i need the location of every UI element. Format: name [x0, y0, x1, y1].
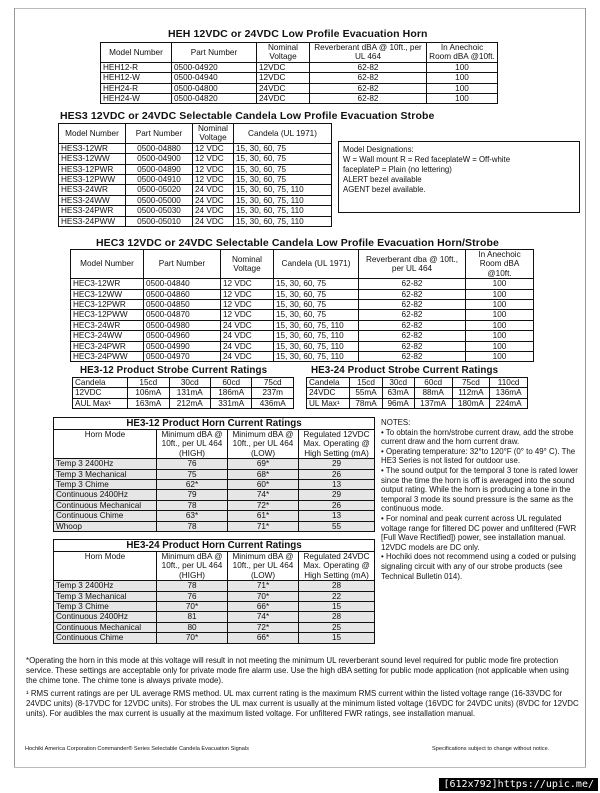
heh-header-model: Model Number	[101, 43, 172, 63]
cell: 62-82	[359, 300, 466, 310]
hec3-title: HEC3 12VDC or 24VDC Selectable Candela Low Profile Evacuation Horn/Strobe	[96, 237, 499, 249]
cell: 12 VDC	[193, 164, 234, 174]
cell: 60*	[228, 480, 299, 490]
cell: 15, 30, 60, 75, 110	[234, 206, 332, 216]
cell: 15, 30, 60, 75, 110	[234, 185, 332, 195]
cell: 15cd	[350, 378, 382, 388]
table-row	[54, 612, 375, 622]
cell: 15, 30, 60, 75	[274, 310, 359, 320]
footer-left: Hochiki America Corporation Commander® Series Selectable Candela Evacuation Signals	[25, 746, 249, 752]
cell: Candela	[73, 378, 128, 388]
table-row	[71, 341, 534, 351]
cell: 0500-04840	[144, 279, 221, 289]
cell: 0500-05010	[126, 216, 193, 226]
hes3-header-voltage: Nominal Voltage	[193, 124, 234, 144]
cell: 55	[299, 521, 375, 531]
cell: 13	[299, 511, 375, 521]
cell: HES3-24PWW	[59, 216, 126, 226]
cell: 106mA	[128, 388, 169, 398]
cell: HEC3-24PWR	[71, 341, 144, 351]
hec3-header-candela: Candela (UL 1971)	[274, 250, 359, 279]
table-row	[59, 154, 332, 164]
cell: 15, 30, 60, 75, 110	[274, 331, 359, 341]
cell: 0500-04880	[126, 143, 193, 153]
heh-header-voltage: Nominal Voltage	[257, 43, 310, 63]
cell: 62-82	[359, 331, 466, 341]
cell: 0500-04920	[172, 62, 257, 72]
cell: 15, 30, 60, 75	[234, 164, 332, 174]
page-border-right	[585, 8, 586, 768]
table-row	[54, 459, 375, 469]
cell: 22	[299, 591, 375, 601]
cell: 12 VDC	[221, 279, 274, 289]
cell: 66*	[228, 602, 299, 612]
table-row	[71, 352, 534, 362]
he3-24-horn-title: HE3-24 Product Horn Current Ratings	[54, 540, 375, 552]
heh-header-part: Part Number	[172, 43, 257, 63]
cell: HEH12-W	[101, 73, 172, 83]
cell: Whoop	[54, 521, 157, 531]
cell: Horn Mode	[54, 430, 157, 459]
table-row	[73, 398, 294, 408]
cell: 12VDC	[257, 73, 310, 83]
cell: 0500-04910	[126, 175, 193, 185]
table-row	[54, 602, 375, 612]
cell: 75	[157, 469, 228, 479]
cell: 78mA	[350, 398, 382, 408]
cell: 100	[466, 320, 534, 330]
table-row	[73, 388, 294, 398]
cell: 0500-04970	[144, 352, 221, 362]
cell: 76	[157, 591, 228, 601]
cell: 15, 30, 60, 75	[274, 300, 359, 310]
cell: 62-82	[359, 352, 466, 362]
cell: 70*	[157, 633, 228, 643]
cell: 100	[466, 279, 534, 289]
cell: Continuous Chime	[54, 633, 157, 643]
cell: 0500-04890	[126, 164, 193, 174]
cell: UL Max¹	[307, 398, 350, 408]
cell: 0500-04960	[144, 331, 221, 341]
cell: 131mA	[169, 388, 210, 398]
cell: 331mA	[211, 398, 252, 408]
table-row	[54, 633, 375, 643]
table-row	[59, 175, 332, 185]
table-row	[71, 300, 534, 310]
footnotes-block	[26, 656, 582, 719]
cell: 96mA	[382, 398, 414, 408]
cell: 61*	[228, 511, 299, 521]
designations-line-3: ALERT bezel available	[343, 175, 422, 184]
designations-heading: Model Designations:	[343, 145, 414, 154]
cell: 0500-05000	[126, 195, 193, 205]
cell: 78	[157, 500, 228, 510]
cell: HES3-12PWW	[59, 175, 126, 185]
cell: 26	[299, 469, 375, 479]
cell: 15, 30, 60, 75	[274, 279, 359, 289]
hes3-header-part: Part Number	[126, 124, 193, 144]
table-row	[54, 622, 375, 632]
cell: 163mA	[128, 398, 169, 408]
table-row	[54, 521, 375, 531]
cell: HEH24-W	[101, 94, 172, 104]
cell: HEC3-12WR	[71, 279, 144, 289]
cell: HEH24-R	[101, 83, 172, 93]
he3-12-horn-table	[53, 417, 375, 532]
heh-header-reverberant: Reverberant dBA @ 10ft., per UL 464	[310, 43, 427, 63]
table-row	[101, 62, 498, 72]
hes3-header-model: Model Number	[59, 124, 126, 144]
cell: 15, 30, 60, 75	[274, 289, 359, 299]
cell: 12 VDC	[221, 300, 274, 310]
cell: 110cd	[490, 378, 528, 388]
hec3-header-anechoic: In Anechoic Room dBA @10ft.	[466, 250, 534, 279]
cell: 71*	[228, 581, 299, 591]
hec3-table	[70, 249, 534, 362]
cell: 15, 30, 60, 75, 110	[274, 320, 359, 330]
cell: 60cd	[414, 378, 452, 388]
cell: 136mA	[490, 388, 528, 398]
cell: 63*	[157, 511, 228, 521]
note-2: • Operating temperature: 32°to 120°F (0° to 49° C). The HE3 Series is not listed for outdoor use.	[381, 446, 576, 466]
cell: Regulated 12VDC Max. Operating @ High Setting (mA)	[299, 430, 375, 459]
cell: Continuous Mechanical	[54, 500, 157, 510]
table-row	[307, 398, 528, 408]
cell: 15, 30, 60, 75, 110	[274, 341, 359, 351]
he3-12-strobe-title: HE3-12 Product Strobe Current Ratings	[80, 365, 268, 376]
cell: HEC3-12WW	[71, 289, 144, 299]
he3-12-strobe-table	[72, 377, 294, 409]
cell: 29	[299, 490, 375, 500]
cell: 62-82	[359, 320, 466, 330]
cell: 26	[299, 500, 375, 510]
cell: 60cd	[211, 378, 252, 388]
designations-line-2: faceplateP = Plain (no lettering)	[343, 165, 452, 174]
hec3-header-model: Model Number	[71, 250, 144, 279]
cell: 15, 30, 60, 75, 110	[274, 352, 359, 362]
cell: 100	[427, 83, 498, 93]
cell: 12 VDC	[221, 289, 274, 299]
cell: 24VDC	[307, 388, 350, 398]
page-border-top	[14, 8, 586, 9]
cell: 70*	[157, 602, 228, 612]
cell: 62-82	[310, 73, 427, 83]
cell: 24 VDC	[193, 195, 234, 205]
cell: 62*	[157, 480, 228, 490]
cell: HEC3-24WR	[71, 320, 144, 330]
cell: 15	[299, 633, 375, 643]
table-row	[54, 490, 375, 500]
page-border-bottom	[14, 767, 586, 768]
cell: 62-82	[310, 62, 427, 72]
hes3-header-candela: Candela (UL 1971)	[234, 124, 332, 144]
footer-right: Specifications subject to change without notice.	[432, 746, 550, 752]
cell: 436mA	[252, 398, 294, 408]
cell: 69*	[228, 459, 299, 469]
cell: Temp 3 Mechanical	[54, 591, 157, 601]
cell: 12 VDC	[193, 154, 234, 164]
hec3-header-voltage: Nominal Voltage	[221, 250, 274, 279]
table-row	[101, 83, 498, 93]
table-row	[307, 388, 528, 398]
cell: 12 VDC	[221, 310, 274, 320]
cell: 180mA	[452, 398, 490, 408]
cell: 0500-04860	[144, 289, 221, 299]
cell: 12VDC	[73, 388, 128, 398]
cell: 0500-04870	[144, 310, 221, 320]
cell: 28	[299, 612, 375, 622]
cell: 68*	[228, 469, 299, 479]
table-row	[101, 73, 498, 83]
cell: Candela	[307, 378, 350, 388]
hes3-table	[58, 123, 332, 227]
cell: Continuous 2400Hz	[54, 612, 157, 622]
cell: 88mA	[414, 388, 452, 398]
cell: HES3-12PWR	[59, 164, 126, 174]
cell: 0500-05030	[126, 206, 193, 216]
cell: HEC3-12PWW	[71, 310, 144, 320]
table-row	[59, 164, 332, 174]
cell: 24 VDC	[193, 206, 234, 216]
cell: Horn Mode	[54, 552, 157, 581]
cell: 63mA	[382, 388, 414, 398]
cell: 79	[157, 490, 228, 500]
cell: 74*	[228, 612, 299, 622]
cell: 81	[157, 612, 228, 622]
cell: AUL Max¹	[73, 398, 128, 408]
table-row	[71, 310, 534, 320]
cell: 0500-04850	[144, 300, 221, 310]
cell: 62-82	[359, 289, 466, 299]
table-row	[71, 279, 534, 289]
cell: 100	[466, 341, 534, 351]
cell: 72*	[228, 500, 299, 510]
table-row	[54, 480, 375, 490]
cell: Minimum dBA @ 10ft., per UL 464 (LOW)	[228, 430, 299, 459]
note-1: • To obtain the horn/strobe current draw, add the strobe current draw and the horn current draw.	[381, 427, 574, 447]
cell: Continuous Mechanical	[54, 622, 157, 632]
he3-12-horn-title: HE3-12 Product Horn Current Ratings	[54, 418, 375, 430]
cell: 15, 30, 60, 75, 110	[234, 195, 332, 205]
cell: 100	[466, 300, 534, 310]
cell: 0500-04940	[172, 73, 257, 83]
cell: 137mA	[414, 398, 452, 408]
cell: 72*	[228, 622, 299, 632]
cell: 15, 30, 60, 75	[234, 175, 332, 185]
designations-line-1: W = Wall mount R = Red faceplateW = Off-white	[343, 155, 511, 164]
cell: Temp 3 Chime	[54, 480, 157, 490]
cell: 0500-04980	[144, 320, 221, 330]
cell: HEH12-R	[101, 62, 172, 72]
cell: 224mA	[490, 398, 528, 408]
cell: HES3-24PWR	[59, 206, 126, 216]
cell: Minimum dBA @ 10ft., per UL 464 (HIGH)	[157, 552, 228, 581]
page-border-left	[14, 8, 15, 768]
cell: 15	[299, 602, 375, 612]
hec3-header-reverberant: Reverberant dba @ 10ft., per UL 464	[359, 250, 466, 279]
cell: Continuous 2400Hz	[54, 490, 157, 500]
cell: 0500-04900	[126, 154, 193, 164]
cell: 24 VDC	[193, 185, 234, 195]
cell: 0500-05020	[126, 185, 193, 195]
cell: 62-82	[359, 279, 466, 289]
cell: 24VDC	[257, 94, 310, 104]
cell: 30cd	[382, 378, 414, 388]
cell: 66*	[228, 633, 299, 643]
cell: 78	[157, 521, 228, 531]
cell: Regulated 24VDC Max. Operating @ High Setting (mA)	[299, 552, 375, 581]
cell: 62-82	[310, 83, 427, 93]
cell: 29	[299, 459, 375, 469]
cell: Continuous Chime	[54, 511, 157, 521]
table-row	[59, 143, 332, 153]
cell: 100	[427, 94, 498, 104]
cell: 112mA	[452, 388, 490, 398]
cell: 0500-04990	[144, 341, 221, 351]
cell: 30cd	[169, 378, 210, 388]
cell: 100	[427, 73, 498, 83]
model-designations-box	[338, 141, 580, 213]
table-row	[71, 289, 534, 299]
heh-title: HEH 12VDC or 24VDC Low Profile Evacuation Horn	[168, 28, 428, 40]
cell: 13	[299, 480, 375, 490]
watermark: [612x792]https://upic.me/	[439, 778, 598, 791]
cell: 78	[157, 581, 228, 591]
table-row	[54, 469, 375, 479]
hec3-header-part: Part Number	[144, 250, 221, 279]
table-row	[54, 581, 375, 591]
table-row	[59, 195, 332, 205]
he3-24-strobe-table	[306, 377, 528, 409]
cell: HES3-12WR	[59, 143, 126, 153]
cell: 25	[299, 622, 375, 632]
cell: 212mA	[169, 398, 210, 408]
cell: 71*	[228, 521, 299, 531]
he3-24-horn-table	[53, 539, 375, 644]
table-row	[59, 216, 332, 226]
cell: 80	[157, 622, 228, 632]
cell: 100	[466, 310, 534, 320]
cell: 74*	[228, 490, 299, 500]
cell: HEC3-24WW	[71, 331, 144, 341]
cell: 186mA	[211, 388, 252, 398]
cell: 24 VDC	[221, 331, 274, 341]
cell: 55mA	[350, 388, 382, 398]
heh-header-anechoic: In Anechoic Room dBA @10ft.	[427, 43, 498, 63]
cell: 100	[466, 289, 534, 299]
cell: 12VDC	[257, 62, 310, 72]
table-row	[54, 591, 375, 601]
cell: 12 VDC	[193, 175, 234, 185]
cell: 237m	[252, 388, 294, 398]
table-row	[54, 511, 375, 521]
table-row	[59, 206, 332, 216]
cell: 24VDC	[257, 83, 310, 93]
he3-24-strobe-title: HE3-24 Product Strobe Current Ratings	[311, 365, 499, 376]
hes3-title: HES3 12VDC or 24VDC Selectable Candela Low Profile Evacuation Strobe	[60, 110, 435, 122]
cell: 15cd	[128, 378, 169, 388]
cell: HEC3-12PWR	[71, 300, 144, 310]
footnote-asterisk: *Operating the horn in this mode at this voltage will result in not meeting the minimum UL reverberant sound level required for public mode fire protection service. These settings are acceptable only for private mode fire alarm use. Use the high dBA setting for public mode application (not applicable when using the chime tone. The chime tone is always private mode).	[26, 656, 569, 685]
cell: Temp 3 Mechanical	[54, 469, 157, 479]
notes-block	[381, 418, 583, 581]
table-row	[54, 500, 375, 510]
cell: 24 VDC	[221, 352, 274, 362]
cell: HEC3-24PWW	[71, 352, 144, 362]
cell: 62-82	[359, 341, 466, 351]
table-row	[71, 320, 534, 330]
designations-line-4: AGENT bezel available.	[343, 185, 426, 194]
table-row	[59, 185, 332, 195]
cell: 62-82	[310, 94, 427, 104]
table-row	[71, 331, 534, 341]
cell: Minimum dBA @ 10ft., per UL 464 (HIGH)	[157, 430, 228, 459]
footnote-rms: ¹ RMS current ratings are per UL average RMS method. UL max current rating is the maximum RMS current within the listed voltage range (16-33VDC for 24VDC units) (8-17VDC for 12VDC units). For strobes the UL max current is usually at the minimum listed voltage (16VDC for 24VDC units) (8VDC for 12VDC units). For audibles the max current is usually at the maximum listed voltage. For unfiltered FWR ratings, see installation manual.	[26, 689, 579, 718]
note-4: • For nominal and peak current across UL regulated voltage range for filtered DC power and unfiltered (FWR [Full Wave Rectified]) power, see installation manual. 12VDC models are DC only.	[381, 513, 577, 552]
cell: HES3-12WW	[59, 154, 126, 164]
cell: 12 VDC	[193, 143, 234, 153]
cell: HES3-24WW	[59, 195, 126, 205]
cell: 24 VDC	[221, 320, 274, 330]
cell: 62-82	[359, 310, 466, 320]
cell: 76	[157, 459, 228, 469]
cell: Temp 3 2400Hz	[54, 459, 157, 469]
table-row	[101, 94, 498, 104]
cell: 15, 30, 60, 75, 110	[234, 216, 332, 226]
cell: 100	[427, 62, 498, 72]
cell: Temp 3 2400Hz	[54, 581, 157, 591]
notes-heading: NOTES:	[381, 418, 411, 427]
cell: 15, 30, 60, 75	[234, 143, 332, 153]
cell: Temp 3 Chime	[54, 602, 157, 612]
cell: 0500-04820	[172, 94, 257, 104]
cell: 0500-04800	[172, 83, 257, 93]
cell: HES3-24WR	[59, 185, 126, 195]
cell: 100	[466, 352, 534, 362]
cell: 24 VDC	[221, 341, 274, 351]
note-3: • The sound output for the temporal 3 tone is rated lower since the time the horn is off is averaged into the sound output rating. While the horn is producing a tone in the temporal 3 mode its sound pressure is the same as the continuous mode.	[381, 465, 578, 514]
heh-table	[100, 42, 498, 104]
cell: 28	[299, 581, 375, 591]
cell: 15, 30, 60, 75	[234, 154, 332, 164]
cell: 100	[466, 331, 534, 341]
cell: 75cd	[252, 378, 294, 388]
cell: 75cd	[452, 378, 490, 388]
note-5: • Hochiki does not recommend using a coded or pulsing signaling circuit with any of our strobe products (see Technical Bulletin 014).	[381, 552, 576, 581]
cell: 70*	[228, 591, 299, 601]
cell: Minimum dBA @ 10ft., per UL 464 (LOW)	[228, 552, 299, 581]
cell: 24 VDC	[193, 216, 234, 226]
